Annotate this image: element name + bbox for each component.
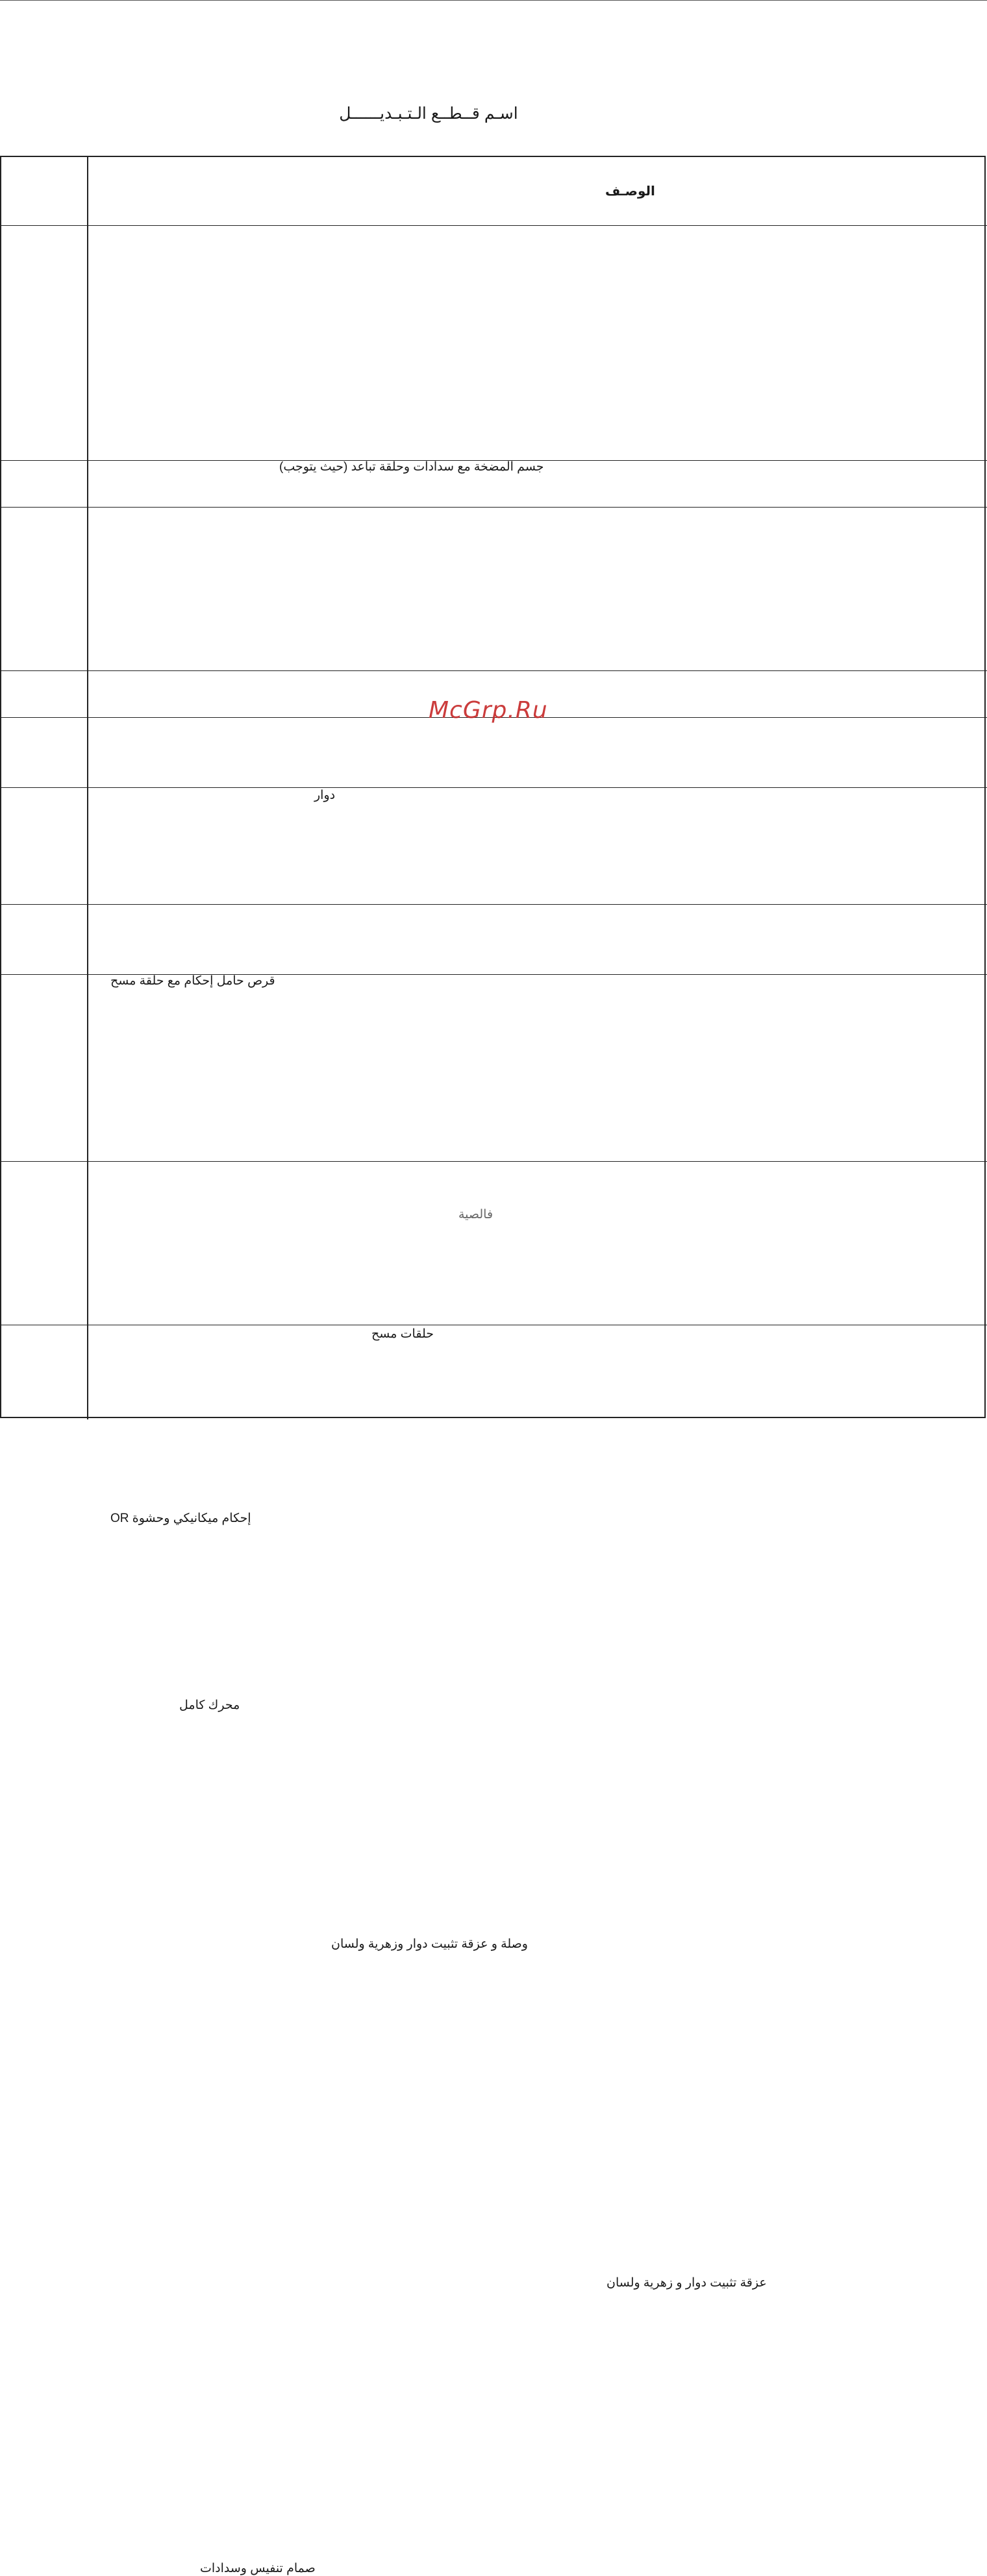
parts-table [0,156,987,2575]
page-title: اسـم قــطــع الـتـبـديــــــل [339,104,518,123]
row-description: وصلة و عزقة تثبيت دوار وزهرية ولسان [331,1937,528,1951]
column-divider [87,156,88,1419]
watermark: McGrp.Ru [429,697,548,724]
table-header-row [0,156,987,226]
row-description: فالصية [458,1208,494,1221]
table-row [0,226,987,474]
row-description: قرص حامل إحكام مع حلقة مسح [110,974,275,988]
row-description: محرك كامل [179,1699,240,1712]
row-description: إحكام ميكانيكي وحشوة OR [110,1512,251,1525]
top-rule [0,0,987,1]
row-description: حلقات مسح [371,1327,434,1341]
row-description: صمام تنفيس وسدادات [200,2562,316,2575]
row-description: دوار [314,789,336,802]
row-description: جسم المضخة مع سدادات وحلقة تباعد (حيث يتوجب) [279,460,544,474]
row-description: عزقة تثبيت دوار و زهرية ولسان [606,2276,767,2290]
header-description: الوصـف [605,184,655,199]
